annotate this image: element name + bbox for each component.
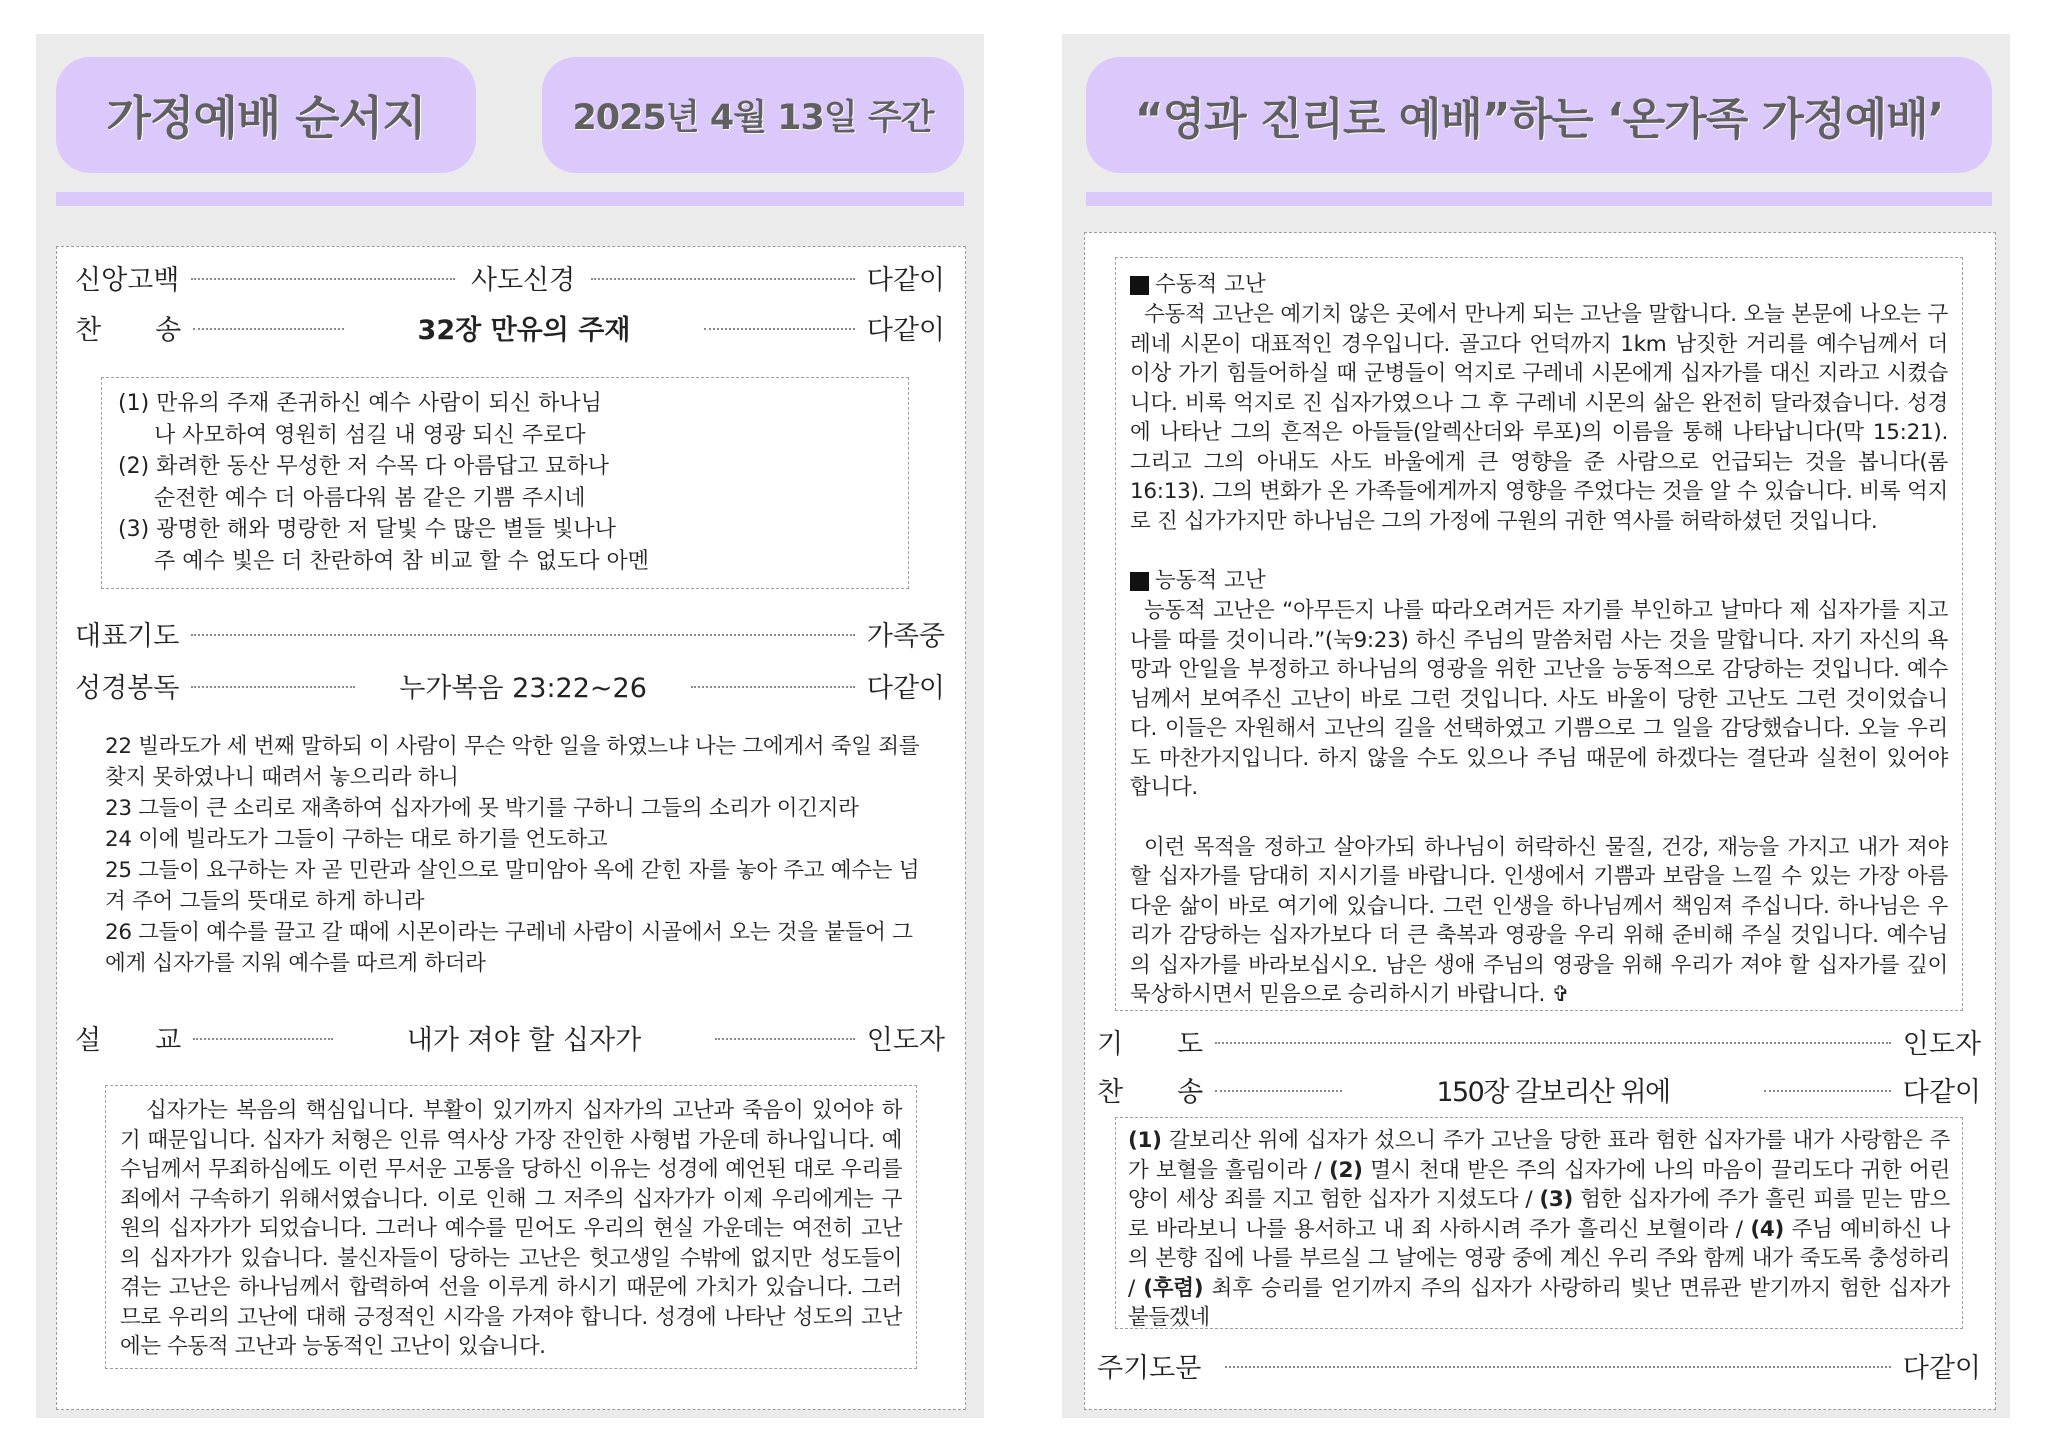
right-page bbox=[1062, 34, 2010, 1418]
dot-leader bbox=[691, 686, 855, 688]
hymn150-verse: 주님 예비하신 나의 본향 집에 나를 부르실 그 날에는 영광 중에 계신 우리 주와 함께 내가 죽도록 충성하리 / bbox=[1128, 1216, 1950, 1301]
date-pill bbox=[542, 57, 964, 173]
dot-leader bbox=[704, 328, 854, 330]
lords-prayer-right: 다같이 bbox=[1902, 1352, 1981, 1384]
creed-right: 다같이 bbox=[866, 264, 945, 296]
left-title-pill bbox=[56, 57, 476, 173]
prayer-right: 가족중 bbox=[866, 620, 945, 652]
left-page bbox=[36, 34, 984, 1418]
right-prayer-right: 인도자 bbox=[1902, 1028, 1981, 1060]
passive-heading-text: 수동적 고난 bbox=[1155, 272, 1266, 297]
hymn-line: 나 사모하여 영원히 섬길 내 영광 되신 주로다 bbox=[154, 422, 586, 448]
order-row-prayer bbox=[75, 613, 945, 653]
verse-line: 겨 주어 그들의 뜻대로 하게 하니라 bbox=[105, 889, 425, 914]
verse-line: 찾지 못하였나니 때려서 놓으리라 하니 bbox=[105, 765, 459, 790]
active-heading-text: 능동적 고난 bbox=[1155, 568, 1266, 593]
hymn-lyrics-box bbox=[101, 377, 909, 589]
hymn150-verse: 멸시 천대 받은 주의 십자가에 나의 마음이 끌리도다 귀한 어린양이 세상 죄를 지고 험한 십자가 지셨도다 / bbox=[1128, 1157, 1950, 1212]
reading-right: 다같이 bbox=[866, 672, 945, 704]
sermon-label: 설 교 bbox=[75, 1024, 182, 1056]
reading-label: 성경봉독 bbox=[75, 672, 180, 704]
creed-center: 사도신경 bbox=[470, 264, 576, 296]
dot-leader bbox=[191, 686, 355, 688]
hymn-line: 순전한 예수 더 아름다워 봄 같은 기쁨 주시네 bbox=[154, 485, 586, 511]
right-title: “영과 진리로 예배”하는 ‘온가족 가정예배’ bbox=[1134, 94, 1944, 145]
right-content-panel bbox=[1084, 232, 1996, 1410]
order-row-lords-prayer bbox=[1097, 1345, 1981, 1385]
verse-line: 에게 십자가를 지워 예수를 따르게 하더라 bbox=[105, 951, 486, 976]
dot-leader bbox=[1215, 1090, 1342, 1092]
dot-leader bbox=[1225, 1366, 1890, 1368]
right-hymn-right: 다같이 bbox=[1902, 1076, 1982, 1108]
order-row-hymn bbox=[75, 307, 945, 347]
verse-number: (3) bbox=[1539, 1187, 1574, 1212]
verse-number: (4) bbox=[1750, 1216, 1785, 1242]
sermon-right: 인도자 bbox=[866, 1024, 946, 1056]
dot-leader bbox=[1764, 1090, 1891, 1092]
lords-prayer-label: 주기도문 bbox=[1097, 1352, 1202, 1384]
dot-leader bbox=[591, 278, 855, 280]
closing-text: 이런 목적을 정하고 살아가되 하나님이 허락하신 물질, 건강, 재능을 가지고 내가 져야 할 십자가를 담대히 지시기를 바랍니다. 인생에서 기쁨과 보람을 느낄 수 있는 가장 아름다운 삶이 바로 여기에 있습니다. 그런 인생을 하나님께서 책임져 주십니다. 하나님은 우리가 감당하는 십자가보다 더 큰 축복과 영광을 우리 위해 준비해 주실 것입니다. 예수님의 십자가를 바라보십시오. 남은 생애 주님의 영광을 위해 우리가 져야 할 십자가를 깊이 묵상하시면서 믿음으로 승리하시기 바랍니다. ✞ bbox=[1130, 834, 1948, 1007]
hymn150-verse: 갈보리산 위에 십자가 섰으니 주가 고난을 당한 표라 험한 십자가를 내가 사랑함은 주가 보혈을 흘림이라 / bbox=[1128, 1128, 1950, 1183]
hymn150-lyrics bbox=[1128, 1126, 1950, 1333]
hymn150-verse: 험한 십자가에 주가 흘린 피를 믿는 맘으로 바라보니 나를 용서하고 내 죄 사하시려 주가 흘리신 보혈이라 / bbox=[1128, 1187, 1950, 1242]
order-row-sermon bbox=[75, 1017, 945, 1057]
chorus-label: (후렴) bbox=[1143, 1275, 1204, 1301]
verse-number: (1) bbox=[1128, 1128, 1162, 1153]
dot-leader bbox=[1215, 1042, 1891, 1044]
dot-leader bbox=[193, 328, 343, 330]
right-prayer-label: 기 도 bbox=[1097, 1028, 1204, 1060]
hymn-line: (2) 화려한 동산 무성한 저 수목 다 아름답고 묘하나 bbox=[118, 454, 609, 479]
right-title-pill bbox=[1086, 57, 1992, 173]
order-row-right-prayer bbox=[1097, 1021, 1981, 1061]
scripture-verses bbox=[105, 731, 945, 979]
verse-line: 26 그들이 예수를 끌고 갈 때에 시몬이라는 구레네 사람이 시골에서 오는 것을 붙들어 그 bbox=[105, 920, 913, 945]
square-bullet-icon bbox=[1130, 276, 1149, 295]
hymn-label: 찬 송 bbox=[75, 314, 182, 346]
prayer-label: 대표기도 bbox=[75, 620, 180, 652]
sermon-center: 내가 져야 할 십자가 bbox=[406, 1024, 642, 1056]
order-row-right-hymn bbox=[1097, 1069, 1981, 1109]
dot-leader bbox=[193, 1038, 333, 1040]
left-content-panel bbox=[56, 246, 966, 1410]
hymn-line: (1) 만유의 주재 존귀하신 예수 사람이 되신 하나님 bbox=[118, 391, 602, 416]
passive-heading bbox=[1130, 270, 1948, 300]
square-bullet-icon bbox=[1130, 572, 1149, 591]
right-hymn-center: 150장 갈보리산 위에 bbox=[1436, 1076, 1670, 1108]
sermon-continued-box bbox=[1115, 257, 1963, 1011]
sermon-text: 십자가는 복음의 핵심입니다. 부활이 있기까지 십자가의 고난과 죽음이 있어야 하기 때문입니다. 십자가 처형은 인류 역사상 가장 잔인한 사형법 가운데 하나입니다. 예수님께서 무죄하심에도 이런 무서운 고통을 당하신 이유는 성경에 예언된 대로 우리를 죄에서 구속하기 위해서였습니다. 이로 인해 그 저주의 십자가가 이제 우리에게는 구원의 십자가가 되었습니다. 그러나 예수를 믿어도 우리의 현실 가운데는 여전히 고난의 십자가가 있습니다. 불신자들이 당하는 고난은 헛고생일 수밖에 없지만 성도들이 겪는 고난은 하나님께서 합력하여 선을 이루게 하시기 때문에 가치가 있습니다. 그러므로 우리의 고난에 대해 긍정적인 시각을 가져야 합니다. 성경에 나타난 성도의 고난에는 수동적 고난과 능동적인 고난이 있습니다. bbox=[120, 1098, 902, 1359]
hymn-line: 주 예수 빛은 더 찬란하여 참 비교 할 수 없도다 아멘 bbox=[154, 548, 649, 574]
left-divider-bar bbox=[56, 192, 964, 206]
creed-label: 신앙고백 bbox=[75, 264, 180, 296]
verse-line: 24 이에 빌라도가 그들이 구하는 대로 하기를 언도하고 bbox=[105, 827, 608, 852]
sermon-box bbox=[105, 1085, 917, 1369]
verse-line: 23 그들이 큰 소리로 재촉하여 십자가에 못 박기를 구하니 그들의 소리가 이긴지라 bbox=[105, 796, 859, 821]
left-title: 가정예배 순서지 bbox=[106, 91, 426, 145]
hymn-center: 32장 만유의 주재 bbox=[417, 314, 631, 346]
hymn150-box bbox=[1115, 1117, 1963, 1329]
active-heading bbox=[1130, 566, 1948, 596]
hymn-right: 다같이 bbox=[866, 314, 946, 346]
verse-number: (2) bbox=[1328, 1157, 1363, 1183]
verse-line: 25 그들이 요구하는 자 곧 민란과 살인으로 말미암아 옥에 갇힌 자를 놓아 주고 예수는 넘 bbox=[105, 858, 920, 883]
order-row-creed bbox=[75, 257, 945, 297]
verse-line: 22 빌라도가 세 번째 말하되 이 사람이 무슨 악한 일을 하였느냐 나는 그에게서 죽일 죄를 bbox=[105, 734, 920, 759]
dot-leader bbox=[191, 278, 455, 280]
order-row-reading bbox=[75, 665, 945, 705]
right-hymn-label: 찬 송 bbox=[1097, 1076, 1204, 1108]
passive-text: 수동적 고난은 예기치 않은 곳에서 만나게 되는 고난을 말합니다. 오늘 본문에 나오는 구레네 시몬이 대표적인 경우입니다. 골고다 언덕까지 1km 남짓한 거리를 예수님께서 더 이상 가기 힘들어하실 때 군병들이 억지로 구레네 시몬에게 십자가를 대신 지라고 시켰습니다. 비록 억지로 진 십자가였으나 그 후 구레네 시몬의 삶은 완전히 달라졌습니다. 성경에 나타난 그의 흔적은 아들들(알렉산더와 루포)의 이름을 통해 나타납니다(막 15:21). 그리고 그의 아내도 사도 바울에게 큰 영향을 준 사람으로 언급되는 것을 봅니다(롬16:13). 그의 변화가 온 가족들에게까지 영향을 주었다는 것을 알 수 있습니다. 비록 억지로 진 십가가지만 하나님은 그의 가정에 구원의 귀한 역사를 허락하셨던 것입니다. bbox=[1130, 302, 1948, 534]
active-text: 능동적 고난은 “아무든지 나를 따라오려거든 자기를 부인하고 날마다 제 십자가를 지고 나를 따를 것이니라.”(눅9:23) 하신 주님의 말씀처럼 사는 것을 말합니다. 자기 자신의 욕망과 안일을 부정하고 하나님의 영광을 위한 고난을 능동적으로 감당하는 것입니다. 예수님께서 보여주신 고난이 바로 그런 것입니다. 사도 바울이 당한 고난도 그런 것이었습니다. 이들은 자원해서 고난의 길을 선택하였고 기쁨으로 그 일을 감당했습니다. 오늘 우리도 마찬가지입니다. 하지 않을 수도 있으나 주님 때문에 하겠다는 결단과 실천이 있어야 합니다. bbox=[1130, 598, 1948, 800]
right-divider-bar bbox=[1086, 192, 1992, 206]
hymn-line: (3) 광명한 해와 명랑한 저 달빛 수 많은 별들 빛나나 bbox=[118, 517, 616, 542]
hymn150-chorus: 최후 승리를 얻기까지 주의 십자가 사랑하리 빛난 면류관 받기까지 험한 십자가 붙들겠네 bbox=[1128, 1275, 1950, 1330]
dot-leader bbox=[715, 1038, 855, 1040]
dot-leader bbox=[191, 634, 854, 636]
date-label: 2025년 4월 13일 주간 bbox=[572, 98, 934, 138]
reading-center: 누가복음 23:22~26 bbox=[399, 672, 647, 704]
